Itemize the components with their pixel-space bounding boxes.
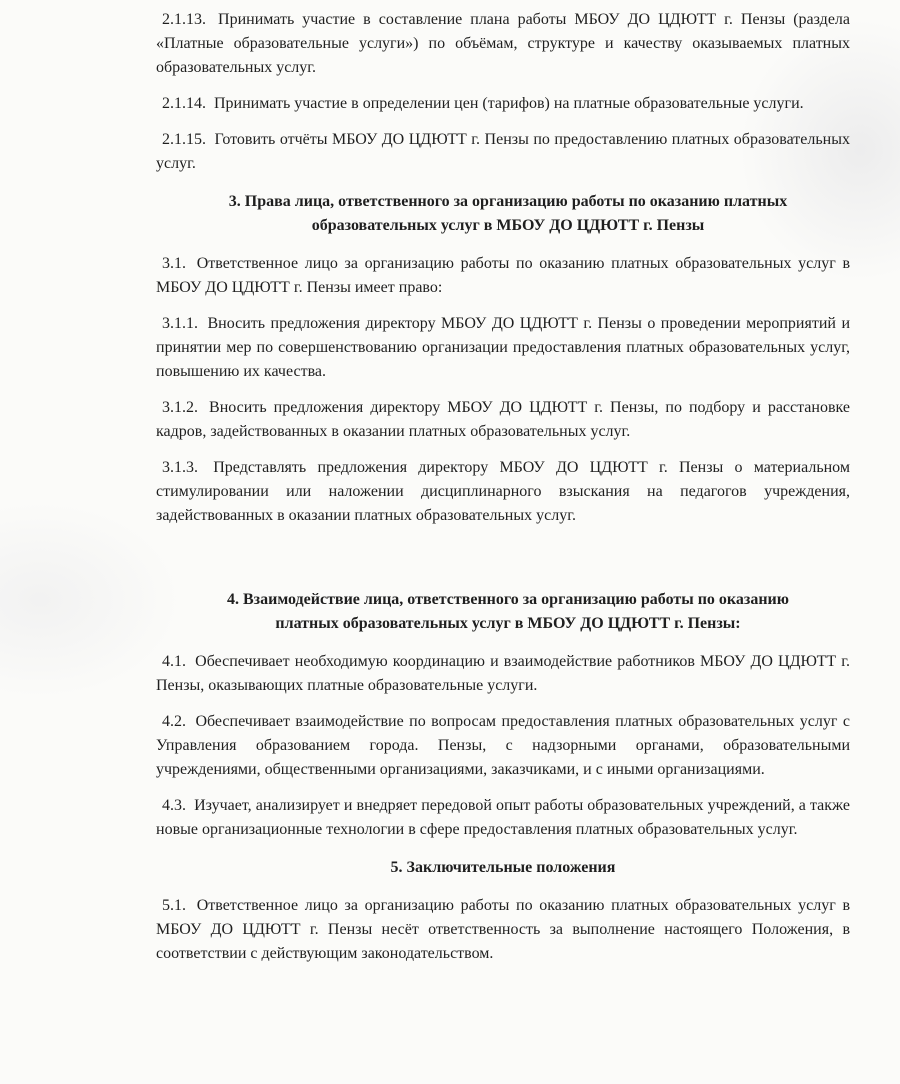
paragraph-4-2 [156, 710, 850, 782]
blank-space [156, 540, 850, 574]
paragraph-5-1 [156, 894, 850, 966]
section-heading-4 [146, 588, 870, 636]
section-heading-3 [146, 190, 870, 238]
clause-number: 2.1.13. [162, 11, 206, 28]
clause-number: 2.1.14. [162, 95, 206, 112]
clause-number: 4.1. [162, 653, 186, 670]
paragraph-4-3 [156, 794, 850, 842]
paragraph-2-1-15 [156, 128, 850, 176]
clause-number: 4.2. [162, 713, 186, 730]
clause-number: 5.1. [162, 897, 186, 914]
section-heading-5 [156, 856, 850, 880]
clause-text: Ответственное лицо за организацию работы по оказанию платных образовательных услуг в МБОУ ДО ЦДЮТТ г. Пензы несёт ответственность за выполнение настоящего Положения, в соответствии с действующим законодательством. [156, 897, 851, 962]
clause-number: 3.1.3. [162, 459, 198, 476]
clause-text: Вносить предложения директору МБОУ ДО ЦДЮТТ г. Пензы о проведении мероприятий и принятии мер по совершенствованию организации предоставления платных образовательных услуг, повышению их качества. [156, 315, 851, 380]
clause-number: 3.1.1. [162, 315, 198, 332]
paragraph-4-1 [156, 650, 850, 698]
clause-text: Представлять предложения директору МБОУ ДО ЦДЮТТ г. Пензы о материальном стимулировании или наложении дисциплинарного взыскания на педагогов учреждения, задействованных в оказании платных образовательных услуг. [156, 459, 851, 524]
paragraph-2-1-14 [156, 92, 850, 116]
clause-text: Ответственное лицо за организацию работы по оказанию платных образовательных услуг в МБОУ ДО ЦДЮТТ г. Пензы имеет право: [156, 255, 851, 296]
heading-line: платных образовательных услуг в МБОУ ДО ЦДЮТТ г. Пензы: [275, 615, 741, 632]
paragraph-3-1-2 [156, 396, 850, 444]
clause-text: Вносить предложения директору МБОУ ДО ЦДЮТТ г. Пензы, по подбору и расстановке кадров, задействованных в оказании платных образовательных услуг. [156, 399, 851, 440]
heading-line: 3. Права лица, ответственного за организацию работы по оказанию платных [228, 193, 788, 210]
document-body [156, 8, 850, 978]
clause-number: 3.1.2. [162, 399, 198, 416]
clause-text: Готовить отчёты МБОУ ДО ЦДЮТТ г. Пензы по предоставлению платных образовательных услуг. [156, 131, 850, 172]
paragraph-3-1 [156, 252, 850, 300]
heading-line: 4. Взаимодействие лица, ответственного за организацию работы по оказанию [227, 591, 789, 608]
heading-line: образовательных услуг в МБОУ ДО ЦДЮТТ г. Пензы [311, 217, 705, 234]
clause-text: Изучает, анализирует и внедряет передовой опыт работы образовательных учреждений, а также новые организационные технологии в сфере предоставления платных образовательных услуг. [156, 797, 850, 838]
clause-text: Обеспечивает необходимую координацию и взаимодействие работников МБОУ ДО ЦДЮТТ г. Пензы, оказывающих платные образовательные услуги. [156, 653, 851, 694]
heading-line: 5. Заключительные положения [390, 859, 616, 876]
clause-text: Принимать участие в определении цен (тарифов) на платные образовательные услуги. [214, 95, 804, 112]
clause-number: 2.1.15. [162, 131, 206, 148]
clause-number: 3.1. [162, 255, 186, 272]
clause-number: 4.3. [162, 797, 186, 814]
clause-text: Обеспечивает взаимодействие по вопросам предоставления платных образовательных услуг с Управления образованием города. Пензы, с надзорными органами, образовательными учреждениями, общественными организациями, заказчиками, и с иными организациями. [156, 713, 850, 778]
paragraph-3-1-3 [156, 456, 850, 528]
paragraph-3-1-1 [156, 312, 850, 384]
paragraph-2-1-13 [156, 8, 850, 80]
clause-text: Принимать участие в составление плана работы МБОУ ДО ЦДЮТТ г. Пензы (раздела «Платные образовательные услуги») по объёмам, структуре и качеству оказываемых платных образовательных услуг. [156, 11, 851, 76]
